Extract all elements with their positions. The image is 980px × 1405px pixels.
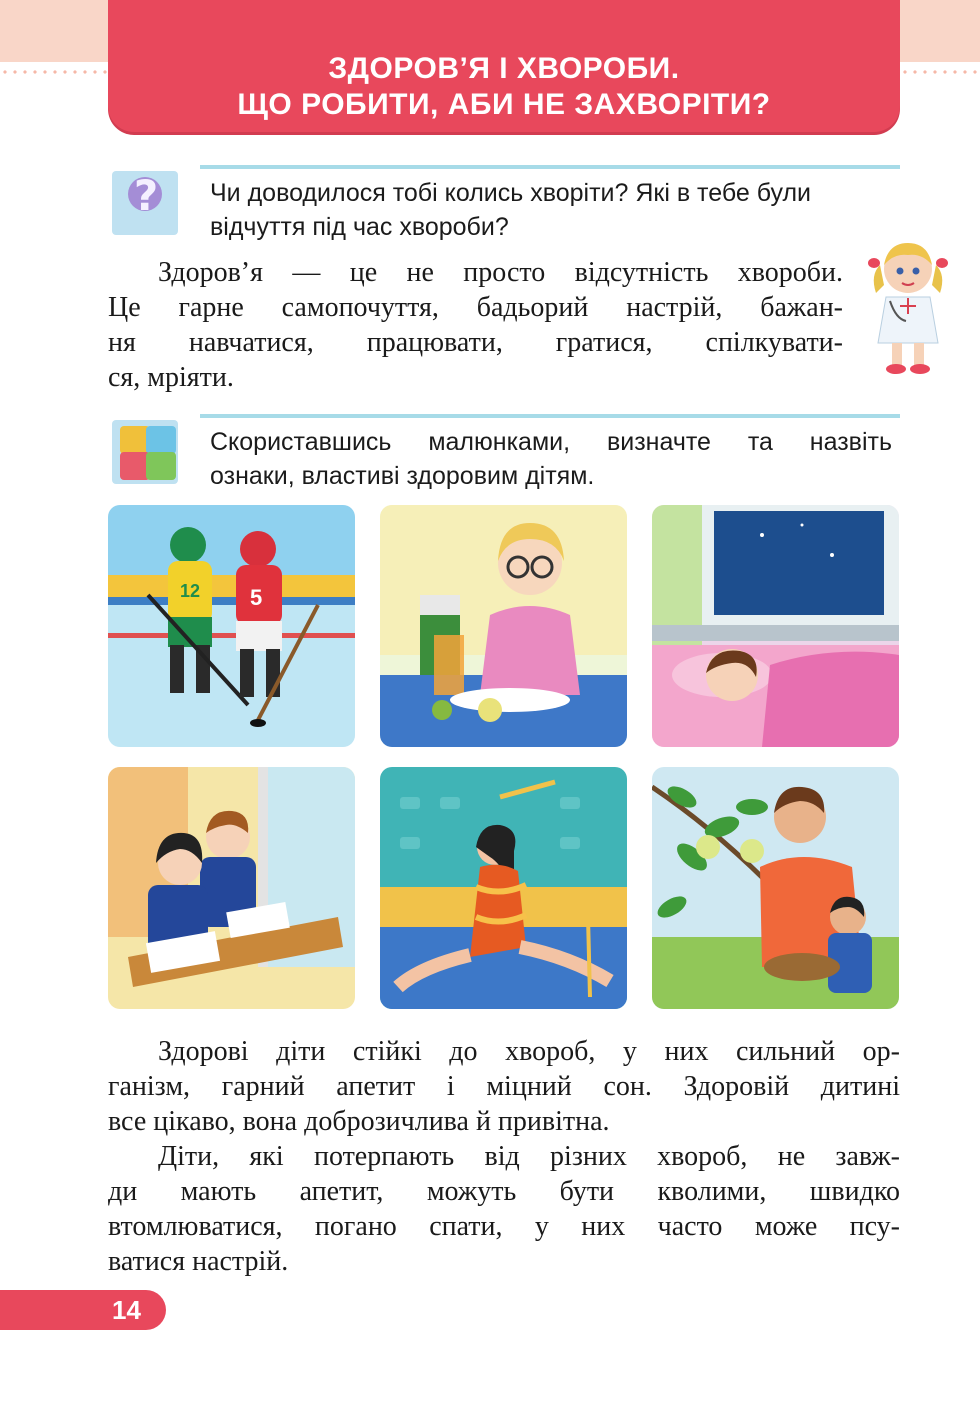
body-paragraph-2 (108, 1139, 900, 1279)
task-divider-line (200, 165, 900, 169)
puzzle-text (210, 425, 892, 493)
intro-line-3: ня навчатися, працювати, гратися, спілкувати- (108, 327, 843, 358)
intro-line-1: Здоров’я — це не просто відсутність хвороби. (158, 257, 843, 288)
intro-paragraph (108, 255, 843, 395)
question-icon: ? (108, 165, 182, 237)
intro-line-2: Це гарне самопочуття, бадьорий настрій, бажан- (108, 292, 843, 323)
picture-picking-apples (652, 767, 899, 1009)
doctor-girl-illustration (866, 235, 950, 380)
intro-line-4: ся, мріяти. (108, 362, 234, 393)
title-banner (108, 0, 900, 132)
question-text-line-2: відчуття під час хвороби? (210, 213, 509, 241)
question-task (108, 165, 900, 245)
p2-line-1: Діти, які потерпають від різних хвороб, не завж- (158, 1141, 900, 1172)
puzzle-text-line-2: ознаки, властиві здоровим дітям. (210, 462, 595, 490)
jersey-number-12: 12 (180, 581, 201, 601)
picture-girl-gymnast (380, 767, 627, 1009)
question-text-line-1: Чи доводилося тобі колись хворіти? Які в тебе були (210, 179, 812, 207)
picture-students-at-desk (108, 767, 355, 1009)
dotted-line-left (0, 70, 108, 74)
page-number-tab (0, 1290, 166, 1330)
p1-line-1: Здорові діти стійкі до хвороб, у них сильний ор- (158, 1036, 900, 1067)
puzzle-text-line-1: Скориставшись малюнками, визначте та назвіть (210, 428, 892, 456)
task-divider-line (200, 414, 900, 418)
p2-line-2: ди мають апетит, можуть бути кволими, швидко (108, 1176, 900, 1207)
question-text (210, 176, 892, 244)
page-title-line-1: ЗДОРОВ’Я І ХВОРОБИ. (328, 52, 680, 85)
picture-girl-eating (380, 505, 627, 747)
puzzle-icon (108, 414, 182, 486)
p1-line-3: все цікаво, вона доброзичлива й привітна. (108, 1106, 610, 1137)
picture-hockey-players (108, 505, 355, 747)
p2-line-4: ватися настрій. (108, 1246, 289, 1277)
puzzle-task (108, 414, 900, 494)
body-paragraph-1 (108, 1034, 900, 1139)
p2-line-3: втомлюватися, погано спати, у них часто може псу- (108, 1211, 900, 1242)
dotted-line-right (900, 70, 980, 74)
p1-line-2: ганізм, гарний апетит і міцний сон. Здоровій дитині (108, 1071, 900, 1102)
page-title-line-2: ЩО РОБИТИ, АБИ НЕ ЗАХВОРІТИ? (237, 88, 771, 121)
jersey-number-5: 5 (250, 585, 263, 610)
page-number: 14 (112, 1295, 141, 1325)
picture-girl-sleeping (652, 505, 899, 747)
